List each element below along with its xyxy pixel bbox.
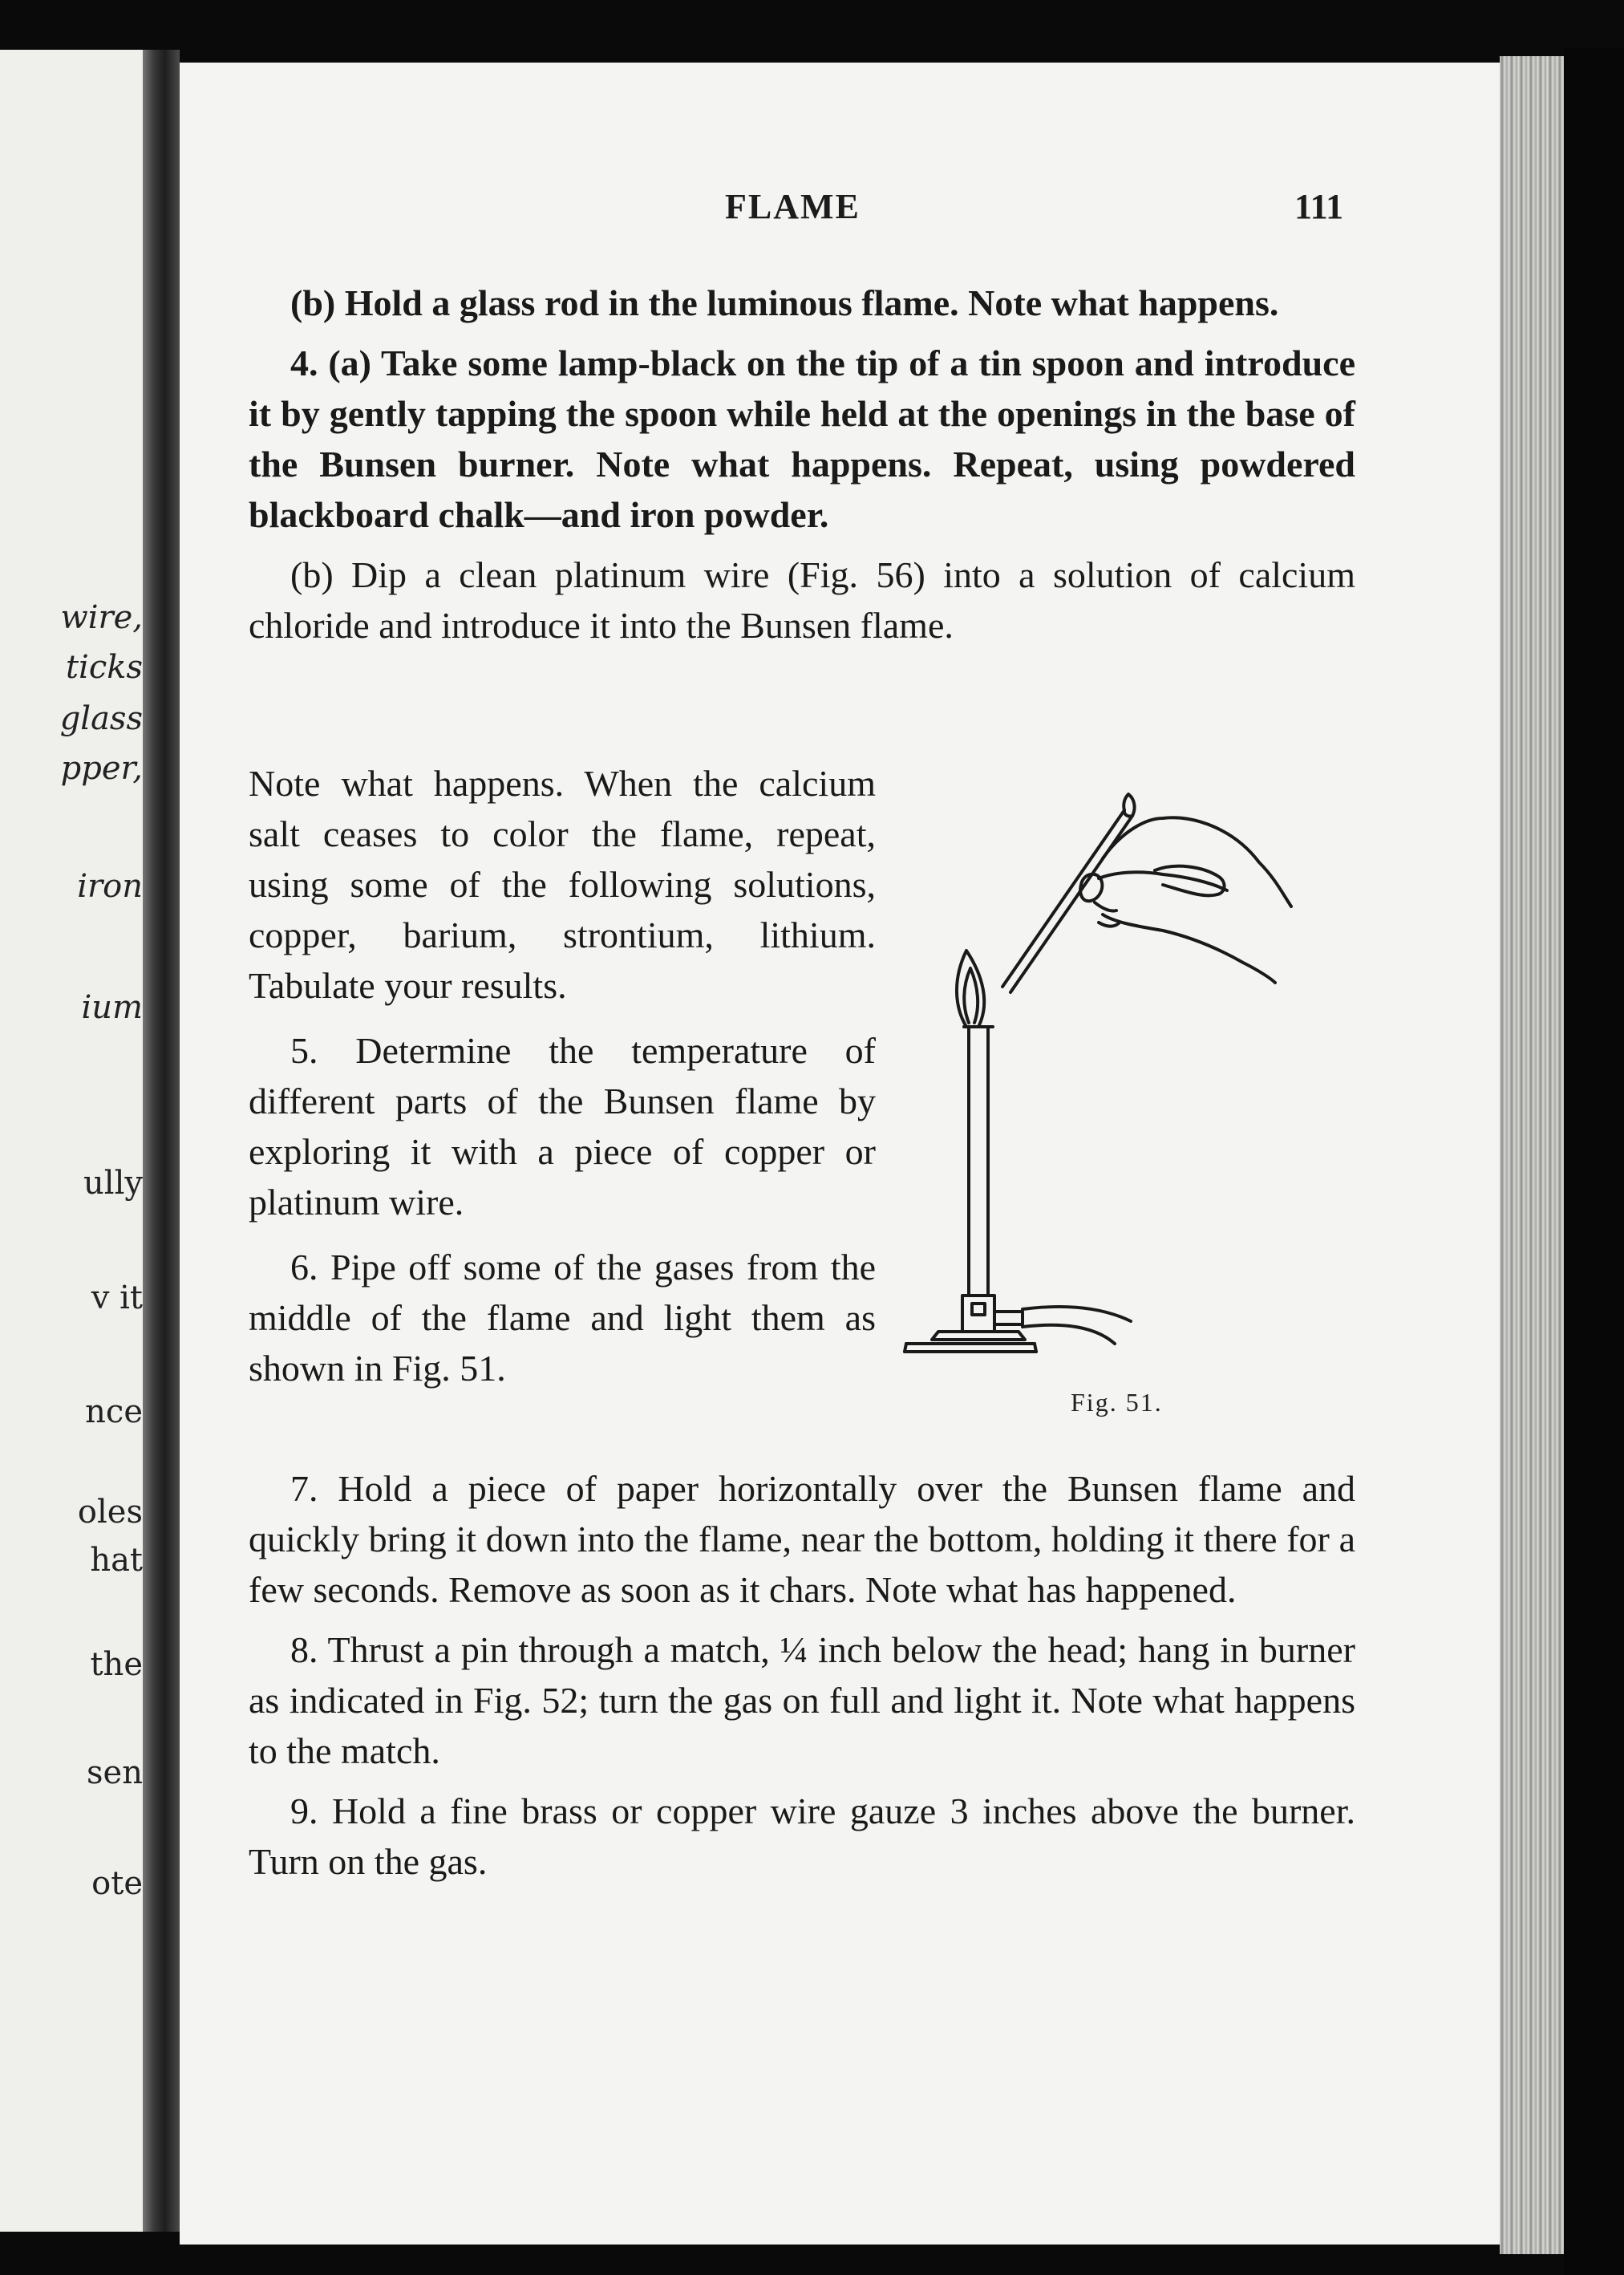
- paragraph-5: 5. Determine the temperature of different parts of the Bunsen flame by exploring it with a piece of copper or platinum wire.: [249, 1030, 876, 1223]
- left-page-fragment: sen: [87, 1754, 143, 1791]
- left-page-fragment: iron: [77, 868, 143, 905]
- text-block-bottom: [249, 1463, 1355, 1887]
- page-header: [0, 186, 1624, 234]
- left-page-edge: [0, 50, 143, 2232]
- left-page-fragment: glass: [59, 700, 143, 737]
- running-head: FLAME: [725, 187, 861, 226]
- burner-tube: [962, 1027, 994, 1332]
- paragraph-8: 8. Thrust a pin through a match, ¼ inch below the head; hang in burner as indicated in Fig. 52; turn the gas on full and light it. Note what happens to the match.: [249, 1629, 1355, 1771]
- left-page-text-fragments: [0, 50, 143, 2232]
- figure-caption: Fig. 51.: [1071, 1388, 1163, 1417]
- left-page-fragment: wire,: [60, 599, 143, 636]
- glass-tube: [1002, 794, 1135, 992]
- paragraph-4b: (b) Dip a clean platinum wire (Fig. 56) into a solution of calcium chloride and introduce it into the Bunsen flame.: [249, 554, 1355, 646]
- bunsen-burner-figure: [898, 782, 1363, 1424]
- left-page-fragment: ium: [81, 989, 143, 1026]
- paragraph-7: 7. Hold a piece of paper horizontally over the Bunsen flame and quickly bring it down into the flame, near the bottom, holding it there for a few seconds. Remove as soon as it chars. Note what has happened.: [249, 1468, 1355, 1610]
- page-number: 111: [1294, 187, 1344, 226]
- text-block-wrapped: [249, 758, 876, 1393]
- flame-icon: [957, 951, 984, 1027]
- left-page-fragment: the: [90, 1646, 143, 1683]
- book-gutter: [143, 50, 180, 2232]
- left-page-fragment: hat: [90, 1542, 143, 1579]
- left-page-fragment: oles: [77, 1494, 143, 1531]
- paragraph-4a: 4. (a) Take some lamp-black on the tip of a tin spoon and introduce it by gently tapping the spoon while held at the openings in the base of the Bunsen burner. Note what happens. Repeat, using powdered blackboard chalk—and iron powder.: [249, 343, 1355, 535]
- page-edges: [1500, 56, 1564, 2254]
- left-page-fragment: pper,: [60, 750, 143, 787]
- left-page-fragment: ticks: [65, 649, 143, 686]
- hand-illustration: [1080, 817, 1291, 983]
- left-page-fragment: ote: [91, 1865, 143, 1902]
- left-page-fragment: ully: [83, 1165, 143, 1202]
- paragraph-4b-continued: Note what happens. When the calcium salt ceases to color the flame, repeat, using some of the following solutions, copper, barium, strontium, lithium. Tabulate your results.: [249, 763, 876, 1006]
- paragraph-3b: (b) Hold a glass rod in the luminous flame. Note what happens.: [290, 282, 1279, 323]
- paragraph-6: 6. Pipe off some of the gases from the middle of the flame and light them as shown in Fig. 51.: [249, 1247, 876, 1389]
- text-block-top: [249, 278, 1355, 651]
- scan-border: [1564, 48, 1624, 2275]
- burner-base: [905, 1332, 1036, 1352]
- paragraph-9: 9. Hold a fine brass or copper wire gauze 3 inches above the burner. Turn on the gas.: [249, 1790, 1355, 1882]
- left-page-fragment: v it: [91, 1279, 143, 1316]
- left-page-fragment: nce: [85, 1393, 143, 1430]
